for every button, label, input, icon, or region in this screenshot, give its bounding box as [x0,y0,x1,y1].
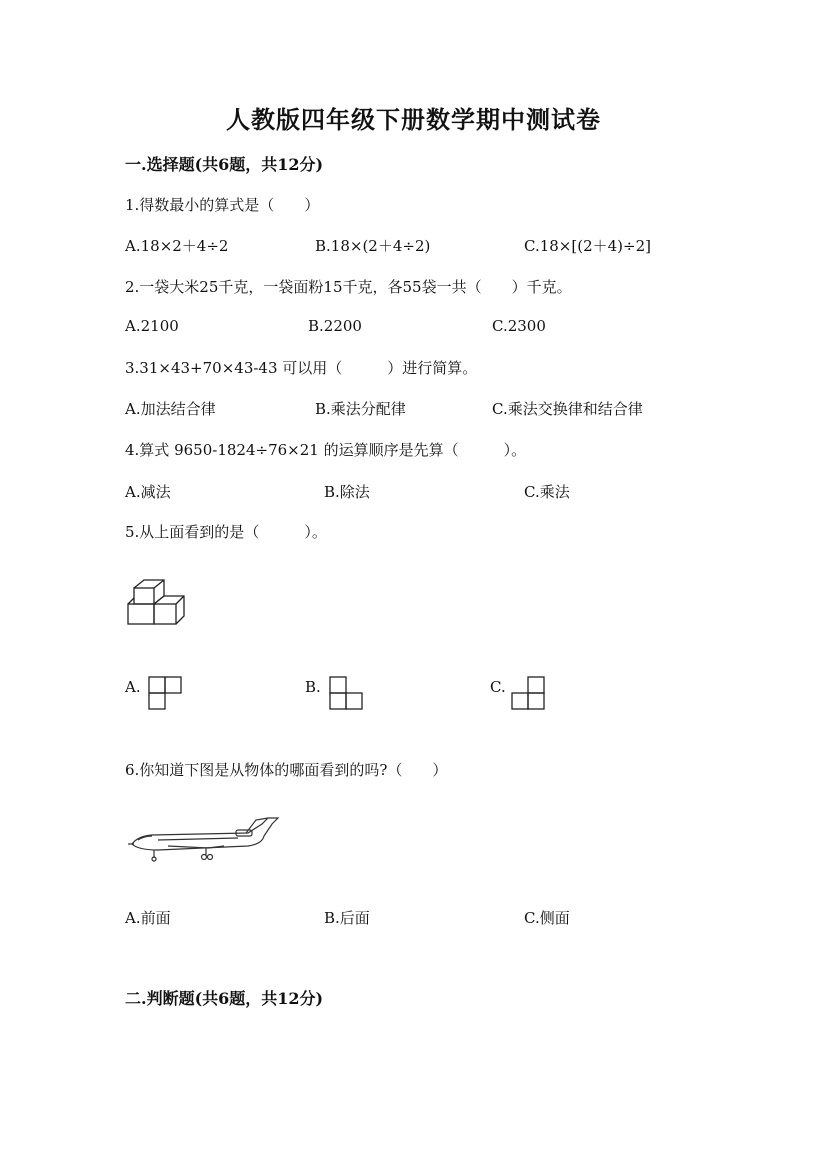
q5-option-c[interactable]: C. [490,678,506,696]
section-heading-choice: 一.选择题(共6题，共12分) [125,155,324,174]
question-2: 2.一袋大米25千克，一袋面粉15千克，各55袋一共（ ）千克。 [125,278,572,296]
q2-option-c[interactable]: C.2300 [492,317,546,335]
q5-option-c-view-icon [511,676,547,712]
q2-option-b[interactable]: B.2200 [308,317,362,335]
q2-option-a[interactable]: A.2100 [125,317,179,335]
q4-option-b[interactable]: B.除法 [324,483,370,501]
q3-option-a[interactable]: A.加法结合律 [125,400,216,418]
airplane-figure [128,814,282,864]
question-5: 5.从上面看到的是（ ）。 [125,523,327,541]
q6-option-b[interactable]: B.后面 [324,909,370,927]
question-1: 1.得数最小的算式是（ ） [125,196,320,214]
section-heading-judgment: 二.判断题(共6题，共12分) [125,989,324,1008]
q5-option-b-view-icon [329,676,365,712]
q4-option-a[interactable]: A.减法 [125,483,171,501]
q3-option-c[interactable]: C.乘法交换律和结合律 [492,400,643,418]
question-6: 6.你知道下图是从物体的哪面看到的吗?（ ） [125,761,448,779]
q1-option-a[interactable]: A.18×2＋4÷2 [125,237,229,255]
q1-option-b[interactable]: B.18×(2＋4÷2) [315,237,431,255]
q5-option-b[interactable]: B. [305,678,321,696]
q1-option-c[interactable]: C.18×[(2＋4)÷2] [524,237,651,255]
q5-option-a[interactable]: A. [125,678,141,696]
q6-option-c[interactable]: C.侧面 [524,909,570,927]
page-title: 人教版四年级下册数学期中测试卷 [226,105,601,134]
question-3: 3.31×43+70×43-43 可以用（ ）进行简算。 [125,359,478,377]
question-4: 4.算式 9650-1824÷76×21 的运算顺序是先算（ ）。 [125,441,527,459]
cube-stack-figure [124,578,188,628]
q4-option-c[interactable]: C.乘法 [524,483,570,501]
q5-option-a-view-icon [148,676,184,712]
q6-option-a[interactable]: A.前面 [125,909,171,927]
q3-option-b[interactable]: B.乘法分配律 [315,400,406,418]
